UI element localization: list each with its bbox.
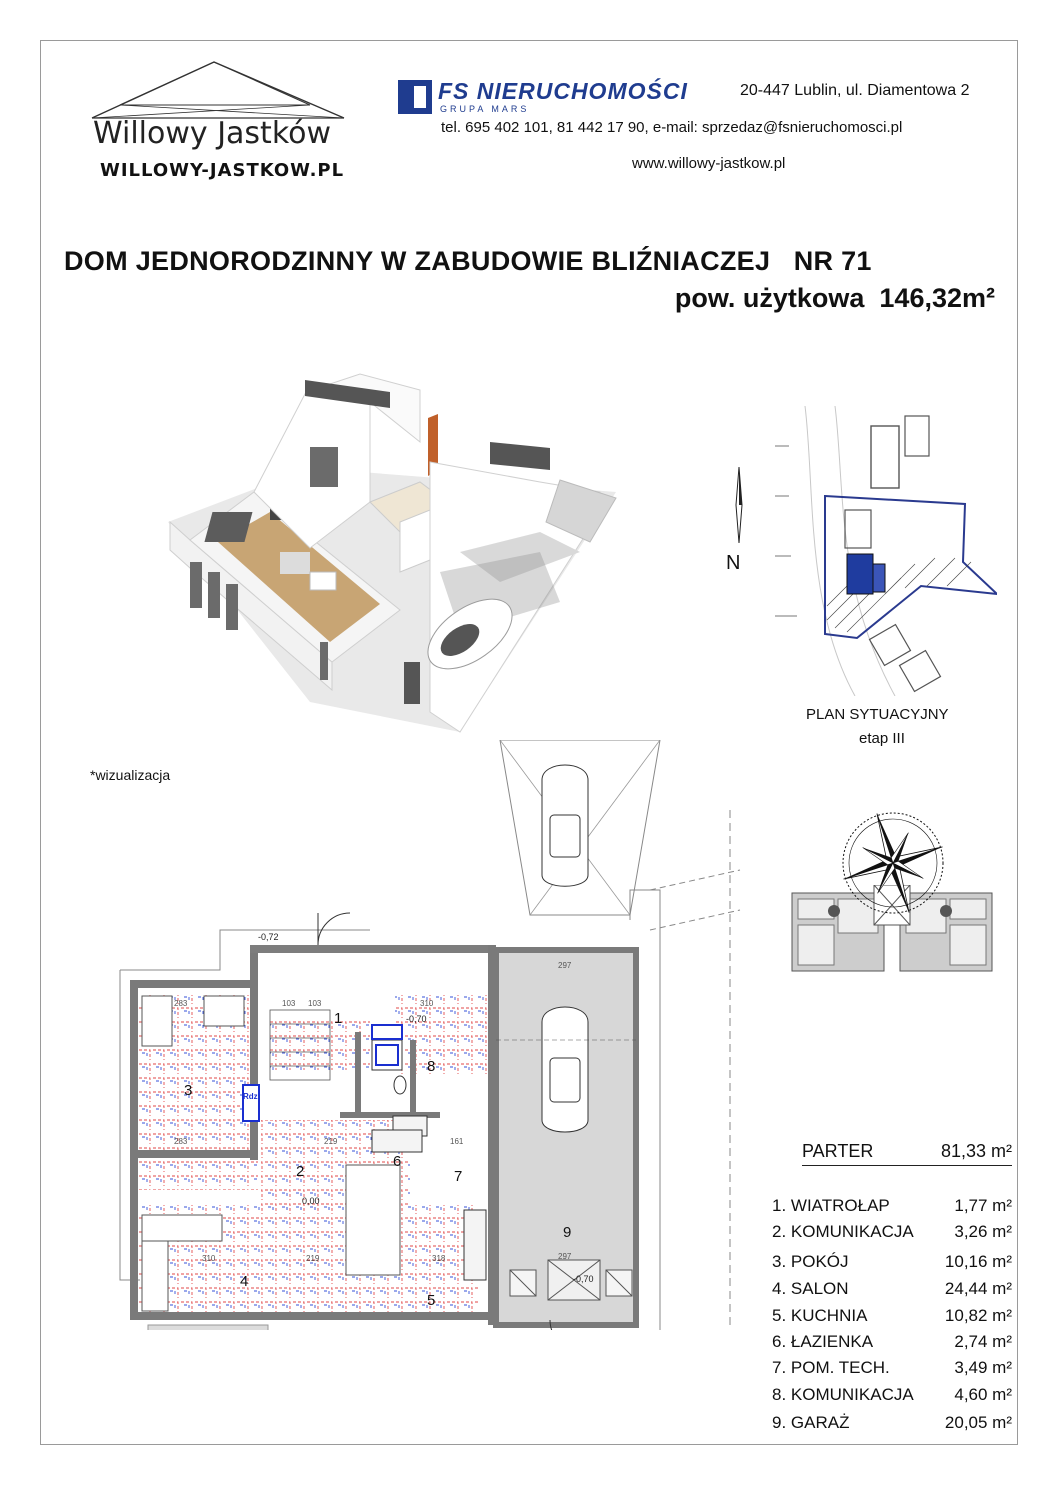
- level-marker-garage: -0,70: [573, 1274, 594, 1284]
- dimension-label: 103: [308, 999, 322, 1008]
- north-label: N: [726, 552, 741, 574]
- company-name: FS NIERUCHOMOŚCI: [438, 78, 688, 104]
- dimension-label: 219: [306, 1254, 320, 1263]
- room-name: 3. POKÓJ: [772, 1252, 849, 1271]
- visualization-caption: *wizualizacja: [90, 767, 171, 783]
- logo-url: WILLOWY-JASTKOW.PL: [100, 160, 345, 181]
- room-area: 3,26 m²: [954, 1222, 1012, 1241]
- site-plan-map: [775, 406, 997, 696]
- dimension-label: 219: [324, 1137, 338, 1146]
- room-row: [772, 1252, 1012, 1276]
- floor-plan: [110, 740, 750, 1330]
- room-number-2: 2: [296, 1163, 305, 1180]
- room-row: [772, 1196, 1012, 1220]
- north-arrow-icon: [728, 465, 750, 555]
- room-row: [772, 1385, 1012, 1409]
- compass-rose-icon: [838, 808, 948, 918]
- room-name: 4. SALON: [772, 1279, 849, 1298]
- room-area: 3,49 m²: [954, 1358, 1012, 1377]
- company-address: 20-447 Lublin, ul. Diamentowa 2: [740, 82, 970, 99]
- room-row: [772, 1306, 1012, 1330]
- company-logo: [398, 80, 432, 114]
- room-row: [772, 1332, 1012, 1356]
- dimension-label: 310: [420, 999, 434, 1008]
- room-number-5: 5: [427, 1292, 436, 1309]
- room-number-9: 9: [563, 1224, 572, 1241]
- room-area: 24,44 m²: [944, 1279, 1012, 1298]
- company-group: GRUPA MARS: [440, 104, 530, 114]
- dimension-label: 103: [282, 999, 296, 1008]
- room-row: [772, 1222, 1012, 1246]
- room-name: 7. POM. TECH.: [772, 1358, 890, 1377]
- page-subtitle: pow. użytkowa 146,32m²: [674, 283, 995, 313]
- room-name: 9. GARAŻ: [772, 1413, 850, 1432]
- company-website[interactable]: www.willowy-jastkow.pl: [632, 155, 786, 172]
- room-name: 1. WIATROŁAP: [772, 1196, 890, 1215]
- room-name: 6. ŁAZIENKA: [772, 1332, 874, 1351]
- dimension-label: 161: [450, 1137, 464, 1146]
- room-area: 20,05 m²: [944, 1413, 1012, 1432]
- room-area: 4,60 m²: [954, 1385, 1012, 1404]
- room-row: [772, 1413, 1012, 1437]
- room-name: 8. KOMUNIKACJA: [772, 1385, 914, 1404]
- level-marker-entry: -0,72: [258, 932, 279, 942]
- room-name: 5. KUCHNIA: [772, 1306, 868, 1325]
- room-number-4: 4: [240, 1273, 249, 1290]
- room-area: 10,16 m²: [944, 1252, 1012, 1271]
- level-marker-living: 0,00: [302, 1196, 320, 1206]
- room-row: [772, 1279, 1012, 1303]
- room-number-3: 3: [184, 1082, 193, 1099]
- logo-name: Willowy Jastków: [93, 116, 332, 151]
- house-visualization: [160, 372, 620, 734]
- level-marker-hall: -0,70: [406, 1014, 427, 1024]
- site-plan-title: PLAN SYTUACYJNY: [806, 706, 949, 723]
- project-logo: [88, 58, 348, 188]
- company-emblem-icon: [398, 80, 432, 114]
- dimension-label: 297: [558, 1252, 572, 1261]
- company-contact: tel. 695 402 101, 81 442 17 90, e-mail: sprzedaz@fsnieruchomosci.pl: [441, 119, 903, 136]
- room-number-6: 6: [393, 1153, 402, 1170]
- dimension-label: 318: [432, 1254, 446, 1263]
- room-area: 1,77 m²: [954, 1196, 1012, 1215]
- riser-label: Rdz: [243, 1092, 258, 1101]
- room-area: 10,82 m²: [944, 1306, 1012, 1325]
- dimension-label: 283: [174, 1137, 188, 1146]
- room-area: 2,74 m²: [954, 1332, 1012, 1351]
- level-summary: [802, 1141, 1012, 1166]
- room-name: 2. KOMUNIKACJA: [772, 1222, 914, 1241]
- room-number-1: 1: [334, 1010, 343, 1027]
- room-number-8: 8: [427, 1058, 436, 1075]
- page-title: DOM JEDNORODZINNY W ZABUDOWIE BLIŹNIACZEJ NR 71: [64, 246, 872, 276]
- room-row: [772, 1358, 1012, 1382]
- dimension-label: 297: [558, 961, 572, 970]
- room-number-7: 7: [454, 1168, 463, 1185]
- site-plan-stage: etap III: [859, 730, 905, 747]
- dimension-label: 310: [202, 1254, 216, 1263]
- level-name: PARTER: [802, 1141, 874, 1161]
- level-area: 81,33 m²: [940, 1141, 1012, 1161]
- dimension-label: 283: [174, 999, 188, 1008]
